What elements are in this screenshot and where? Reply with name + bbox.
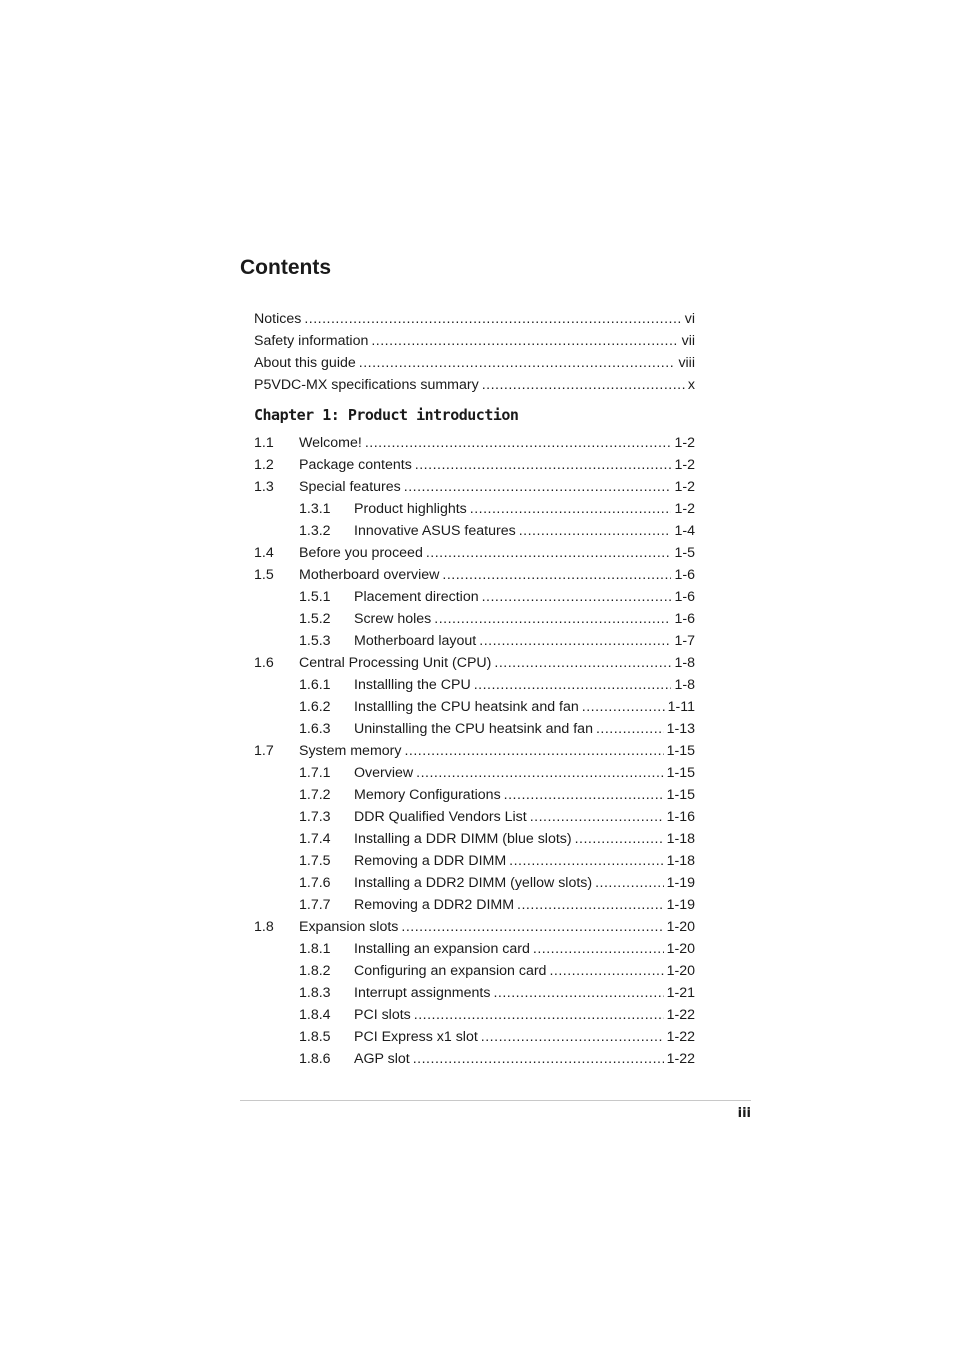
toc-entry	[254, 872, 695, 894]
toc-entry-title: Installing an expansion card	[354, 941, 530, 957]
toc-entry	[254, 652, 695, 674]
dot-leader	[596, 718, 664, 740]
dot-leader	[517, 894, 664, 916]
toc-entry	[254, 1048, 695, 1070]
toc-entry	[254, 1004, 695, 1026]
dot-leader	[474, 674, 672, 696]
dot-leader	[413, 1048, 664, 1070]
toc-entry-title: Screw holes	[354, 611, 432, 627]
dot-leader	[426, 542, 672, 564]
toc-entry-page: 1-11	[667, 699, 695, 715]
toc-entry	[254, 498, 695, 520]
dot-leader	[404, 740, 663, 762]
toc-entry	[254, 982, 695, 1004]
toc-entry-page: 1-6	[674, 611, 695, 627]
toc-entry	[254, 938, 695, 960]
toc-entry	[254, 762, 695, 784]
dot-leader	[416, 762, 663, 784]
toc-entry	[254, 374, 695, 396]
dot-leader	[365, 432, 672, 454]
dot-leader	[371, 330, 678, 352]
toc-entry-page: 1-20	[666, 941, 695, 957]
toc-entry-number: 1.7.4	[299, 831, 331, 847]
toc-entry-title: Interrupt assignments	[354, 985, 491, 1001]
toc-entry	[254, 784, 695, 806]
toc-entry-page: vii	[681, 333, 695, 349]
dot-leader	[504, 784, 664, 806]
dot-leader	[404, 476, 672, 498]
toc-entry-title: Installing a DDR2 DIMM (yellow slots)	[354, 875, 593, 891]
toc-entry	[254, 542, 695, 564]
dot-leader	[434, 608, 671, 630]
toc-entry-title: PCI slots	[354, 1007, 411, 1023]
toc-entry-number: 1.7.3	[299, 809, 331, 825]
toc-entry-number: 1.8.4	[299, 1007, 331, 1023]
toc-entry-page: viii	[678, 355, 695, 371]
toc-entry-title: AGP slot	[354, 1051, 410, 1067]
toc-entry-title: Motherboard overview	[299, 567, 440, 583]
toc-entry-title: DDR Qualified Vendors List	[354, 809, 527, 825]
toc-entry-number: 1.1	[254, 435, 274, 451]
toc-entry	[254, 454, 695, 476]
toc-entry-title: Welcome!	[299, 435, 362, 451]
toc-entry-title: Special features	[299, 479, 401, 495]
dot-leader	[493, 982, 663, 1004]
toc-entry-page: 1-8	[674, 655, 695, 671]
toc-entry-title: Uninstalling the CPU heatsink and fan	[354, 721, 593, 737]
front-matter-list	[254, 308, 695, 396]
toc-entry	[254, 586, 695, 608]
toc-entry-number: 1.8.3	[299, 985, 331, 1001]
toc-entry	[254, 520, 695, 542]
toc-entry-title: System memory	[299, 743, 402, 759]
dot-leader	[414, 1004, 664, 1026]
toc-entry-page: 1-2	[674, 479, 695, 495]
toc-entry-title: Motherboard layout	[354, 633, 477, 649]
toc-entry-page: 1-19	[666, 897, 695, 913]
toc-entry-page: 1-15	[666, 765, 695, 781]
toc-entry-page: 1-13	[666, 721, 695, 737]
toc-entry-number: 1.7.7	[299, 897, 331, 913]
toc-entry	[254, 608, 695, 630]
dot-leader	[482, 586, 672, 608]
toc-entry	[254, 432, 695, 454]
dot-leader	[482, 374, 685, 396]
toc-entry-number: 1.6.1	[299, 677, 331, 693]
toc-entry	[254, 476, 695, 498]
toc-entry-number: 1.7.1	[299, 765, 331, 781]
toc-entry-title: Memory Configurations	[354, 787, 501, 803]
toc-entry-page: 1-6	[674, 589, 695, 605]
toc-entry-number: 1.6	[254, 655, 274, 671]
dot-leader	[530, 806, 664, 828]
toc-entry-number: 1.8.1	[299, 941, 331, 957]
toc-entry-page: 1-20	[666, 963, 695, 979]
toc-entry	[254, 308, 695, 330]
toc-entry-title: P5VDC-MX specifications summary	[254, 377, 479, 393]
toc-entry-number: 1.6.3	[299, 721, 331, 737]
dot-leader	[509, 850, 663, 872]
toc-entry-number: 1.8.2	[299, 963, 331, 979]
toc-entry-page: 1-16	[666, 809, 695, 825]
dot-leader	[415, 454, 672, 476]
toc-entry	[254, 916, 695, 938]
toc-entry-number: 1.3.2	[299, 523, 331, 539]
toc-entry-page: 1-22	[666, 1051, 695, 1067]
toc-entry	[254, 352, 695, 374]
toc-entry-page: 1-4	[674, 523, 695, 539]
dot-leader	[470, 498, 672, 520]
dot-leader	[359, 352, 676, 374]
toc-entry-number: 1.2	[254, 457, 274, 473]
toc-entry-number: 1.7.2	[299, 787, 331, 803]
toc-entry-page: 1-18	[666, 831, 695, 847]
toc-entry-number: 1.3.1	[299, 501, 331, 517]
dot-leader	[494, 652, 671, 674]
toc-entry	[254, 828, 695, 850]
toc-entry-title: Expansion slots	[299, 919, 399, 935]
dot-leader	[401, 916, 663, 938]
toc-entry	[254, 696, 695, 718]
toc-entry-page: 1-22	[666, 1029, 695, 1045]
toc-entry-title: Removing a DDR DIMM	[354, 853, 507, 869]
toc-entry-number: 1.8.6	[299, 1051, 331, 1067]
toc-entry-title: Installling the CPU	[354, 677, 471, 693]
toc-entry-title: Safety information	[254, 333, 369, 349]
chapter-entries-list	[254, 432, 695, 1070]
toc-entry-page: vi	[684, 311, 695, 327]
page-number: iii	[737, 1106, 751, 1121]
toc-entry-title: Notices	[254, 311, 302, 327]
toc-entry-page: x	[687, 377, 695, 393]
toc-entry	[254, 850, 695, 872]
toc-entry	[254, 674, 695, 696]
toc-entry-page: 1-21	[666, 985, 695, 1001]
toc-entry-number: 1.5.2	[299, 611, 331, 627]
toc-entry-title: Installling the CPU heatsink and fan	[354, 699, 579, 715]
dot-leader	[481, 1026, 664, 1048]
toc-entry-number: 1.7.5	[299, 853, 331, 869]
dot-leader	[549, 960, 663, 982]
toc-entry-number: 1.8	[254, 919, 274, 935]
toc-entry-title: PCI Express x1 slot	[354, 1029, 478, 1045]
toc-entry-number: 1.5.1	[299, 589, 331, 605]
toc-entry-page: 1-2	[674, 435, 695, 451]
toc-entry-title: About this guide	[254, 355, 356, 371]
page-title: Contents	[240, 256, 331, 279]
toc-entry-number: 1.7.6	[299, 875, 331, 891]
toc-entry-title: Central Processing Unit (CPU)	[299, 655, 492, 671]
toc-entry-page: 1-7	[674, 633, 695, 649]
toc-entry-title: Installing a DDR DIMM (blue slots)	[354, 831, 572, 847]
toc-entry-title: Overview	[354, 765, 414, 781]
toc-entry-title: Package contents	[299, 457, 412, 473]
toc-entry-page: 1-2	[674, 501, 695, 517]
toc-entry-page: 1-6	[674, 567, 695, 583]
toc-entry-title: Placement direction	[354, 589, 479, 605]
dot-leader	[479, 630, 671, 652]
toc-entry-page: 1-5	[674, 545, 695, 561]
toc-entry-title: Innovative ASUS features	[354, 523, 516, 539]
dot-leader	[595, 872, 664, 894]
toc-entry	[254, 894, 695, 916]
toc-entry-number: 1.4	[254, 545, 274, 561]
dot-leader	[582, 696, 665, 718]
toc-entry-number: 1.3	[254, 479, 274, 495]
toc-entry-number: 1.5.3	[299, 633, 331, 649]
toc-entry-page: 1-22	[666, 1007, 695, 1023]
dot-leader	[519, 520, 672, 542]
toc-entry	[254, 630, 695, 652]
toc-entry-title: Removing a DDR2 DIMM	[354, 897, 515, 913]
toc-entry-number: 1.7	[254, 743, 274, 759]
toc-entry-page: 1-15	[666, 743, 695, 759]
toc-entry-number: 1.8.5	[299, 1029, 331, 1045]
chapter-heading: Chapter 1: Product introduction	[254, 406, 519, 424]
toc-entry	[254, 718, 695, 740]
toc-entry-page: 1-18	[666, 853, 695, 869]
toc-entry-title: Configuring an expansion card	[354, 963, 547, 979]
dot-leader	[442, 564, 671, 586]
toc-entry-page: 1-15	[666, 787, 695, 803]
dot-leader	[533, 938, 664, 960]
dot-leader	[575, 828, 664, 850]
dot-leader	[304, 308, 681, 330]
toc-entry	[254, 1026, 695, 1048]
toc-entry-title: Before you proceed	[299, 545, 423, 561]
toc-entry	[254, 330, 695, 352]
table-of-contents	[254, 308, 695, 1070]
toc-entry	[254, 960, 695, 982]
toc-entry	[254, 806, 695, 828]
footer-divider	[240, 1100, 751, 1101]
toc-entry-page: 1-19	[666, 875, 695, 891]
toc-entry-page: 1-20	[666, 919, 695, 935]
toc-entry-title: Product highlights	[354, 501, 467, 517]
toc-entry-page: 1-2	[674, 457, 695, 473]
toc-entry	[254, 564, 695, 586]
toc-entry-page: 1-8	[674, 677, 695, 693]
toc-entry-number: 1.5	[254, 567, 274, 583]
toc-entry	[254, 740, 695, 762]
toc-entry-number: 1.6.2	[299, 699, 331, 715]
